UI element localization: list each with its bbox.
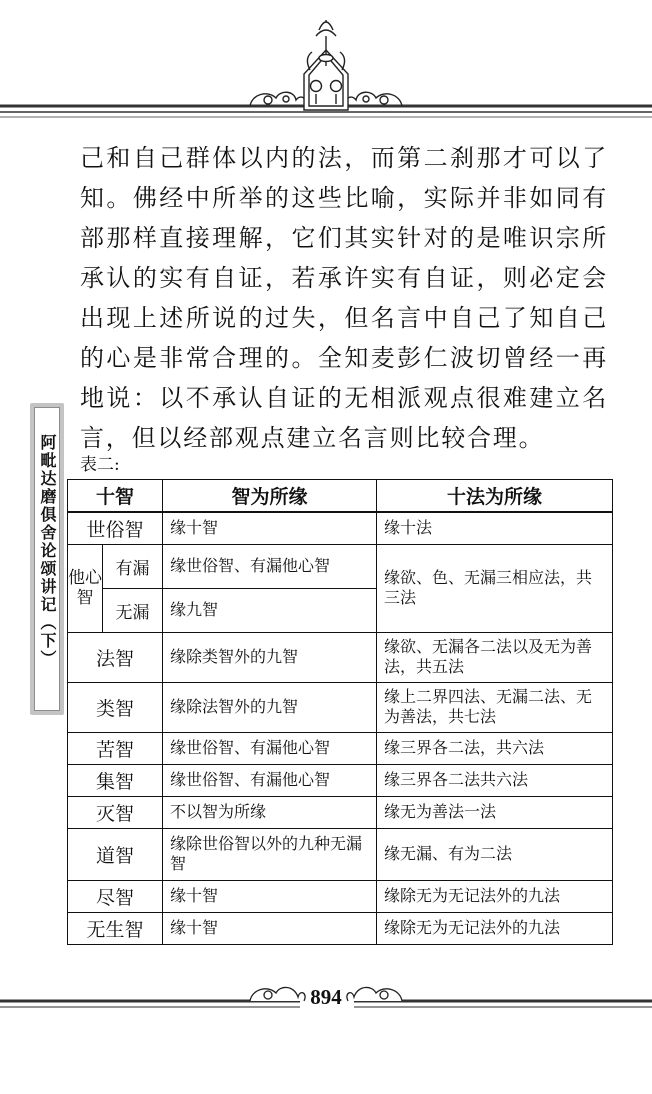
- wisdom-name: 类智: [68, 682, 163, 732]
- cloud-scroll-right-icon: [347, 92, 402, 106]
- table-row: [68, 828, 613, 880]
- wisdom-object: 缘十智: [163, 880, 377, 912]
- table-caption: 表二:: [80, 455, 120, 475]
- dharma-object: 缘无漏、有为二法: [377, 828, 613, 880]
- vajra-emblem-icon: [304, 20, 348, 110]
- dharma-object: 缘三界各二法，共六法: [377, 732, 613, 764]
- dharma-object: 缘除无为无记法外的九法: [377, 912, 613, 944]
- table-row: [68, 912, 613, 944]
- side-title-tab: [30, 403, 64, 715]
- table-row: [68, 732, 613, 764]
- table-row: [68, 632, 613, 682]
- wisdom-object: 缘世俗智、有漏他心智: [163, 544, 377, 588]
- wisdom-object: 缘十智: [163, 512, 377, 544]
- wisdom-name: 法智: [68, 632, 163, 682]
- table-row: [68, 544, 613, 588]
- wisdom-object: 缘除法智外的九智: [163, 682, 377, 732]
- wisdom-name: 苦智: [68, 732, 163, 764]
- dharma-object: 缘无为善法一法: [377, 796, 613, 828]
- table-row: [68, 512, 613, 544]
- dharma-object: 缘三界各二法共六法: [377, 764, 613, 796]
- dharma-object: 缘十法: [377, 512, 613, 544]
- wisdom-object: 缘九智: [163, 588, 377, 632]
- page-header-ornament: [0, 0, 652, 125]
- wisdom-object: 缘除世俗智以外的九种无漏智: [163, 828, 377, 880]
- sub-wisdom-name: 无漏: [103, 588, 163, 632]
- cloud-scroll-left-icon: [250, 92, 305, 106]
- wisdom-object: 缘世俗智、有漏他心智: [163, 732, 377, 764]
- dharma-object: 缘欲、无漏各二法以及无为善法，共五法: [377, 632, 613, 682]
- column-header: 十法为所缘: [377, 480, 613, 513]
- table-row: [68, 764, 613, 796]
- body-paragraph: 己和自己群体以内的法，而第二刹那才可以了知。佛经中所举的这些比喻，实际并非如同有部那样直接理解，它们其实针对的是唯识宗所承认的实有自证，若承许实有自证，则必定会出现上述所说的过失，但名言中自己了知自己的心是非常合理的。全知麦彭仁波切曾经一再地说：以不承认自证的无相派观点很难建立名言，但以经部观点建立名言则比较合理。: [80, 144, 608, 452]
- wisdom-name: 世俗智: [68, 512, 163, 544]
- wisdom-name: 无生智: [68, 912, 163, 944]
- dharma-object: 缘上二界四法、无漏二法、无为善法，共七法: [377, 682, 613, 732]
- page-number: 894: [310, 985, 342, 1009]
- sub-wisdom-name: 有漏: [103, 544, 163, 588]
- column-header: 智为所缘: [163, 480, 377, 513]
- table-row: [68, 880, 613, 912]
- wisdom-name: 灭智: [68, 796, 163, 828]
- column-header: 十智: [68, 480, 163, 513]
- table-row: [68, 682, 613, 732]
- wisdom-name: 他心智: [68, 544, 103, 632]
- wisdom-object: 不以智为所缘: [163, 796, 377, 828]
- table-row: [68, 796, 613, 828]
- wisdom-object: 缘世俗智、有漏他心智: [163, 764, 377, 796]
- table-header-row: [68, 480, 613, 513]
- dharma-object: 缘除无为无记法外的九法: [377, 880, 613, 912]
- wisdom-name: 道智: [68, 828, 163, 880]
- wisdom-name: 集智: [68, 764, 163, 796]
- dharma-object: 缘欲、色、无漏三相应法，共三法: [377, 544, 613, 632]
- wisdom-name: 尽智: [68, 880, 163, 912]
- book-side-title: 阿毗达磨俱舍论颂讲记（下）: [38, 434, 57, 668]
- ten-wisdoms-table: [67, 479, 613, 945]
- wisdom-object: 缘除类智外的九智: [163, 632, 377, 682]
- wisdom-object: 缘十智: [163, 912, 377, 944]
